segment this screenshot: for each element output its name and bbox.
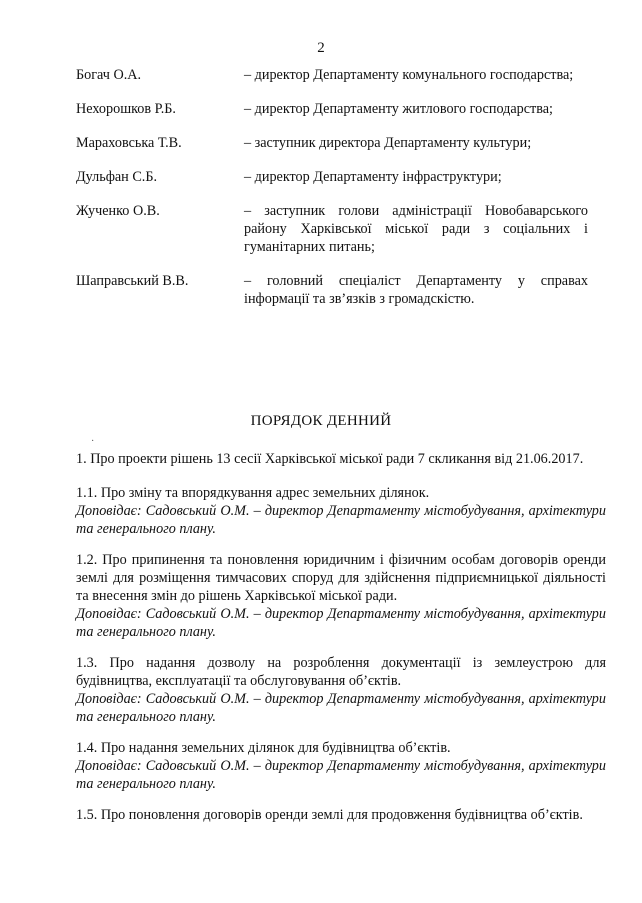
attendee-row: [76, 100, 588, 118]
attendee-name: Дульфан С.Б.: [76, 169, 158, 185]
attendee-name: Мараховська Т.В.: [76, 135, 182, 151]
agenda-subitem: [76, 484, 606, 538]
page-number: 2: [317, 40, 325, 56]
attendee-name: Богач О.А.: [76, 67, 142, 83]
attendee-row: [76, 272, 588, 308]
agenda-title: ПОРЯДОК ДЕННИЙ: [250, 413, 392, 429]
attendee-role: – директор Департаменту житлового господарства;: [244, 101, 553, 117]
attendee-role: – заступник директора Департаменту культури;: [244, 135, 532, 151]
subitem-title: 1.2. Про припинення та поновлення юридичним і фізичним особам договорів оренди землі для розміщення тимчасових споруд для здійснення підприємницької діяльності та внесення змін до рішень Харківської міської ради.: [76, 552, 606, 604]
agenda-subitem: [76, 739, 606, 793]
attendee-name: Шаправський В.В.: [76, 273, 189, 289]
agenda-subitem: [76, 551, 606, 641]
attendee-name: Жученко О.В.: [76, 203, 160, 219]
subitem-title: 1.1. Про зміну та впорядкування адрес земельних ділянок.: [76, 485, 430, 501]
subitem-title: 1.3. Про надання дозволу на розроблення документації із землеустрою для будівництва, експлуатації та обслуговування об’єктів.: [76, 655, 606, 689]
attendee-role: – директор Департаменту комунального господарства;: [244, 67, 574, 83]
attendee-role: – головний спеціаліст Департаменту у справах інформації та зв’язків з громадскістю.: [244, 273, 588, 307]
attendee-row: [76, 168, 588, 186]
subitem-title: 1.5. Про поновлення договорів оренди землі для продовження будівництва об’єктів.: [76, 807, 583, 823]
agenda-list: [76, 450, 606, 837]
attendee-list: [76, 66, 588, 324]
agenda-subitem: [76, 654, 606, 726]
subitem-speaker: Доповідає: Садовський О.М. – директор Департаменту містобудування, архітектури та генерального плану.: [76, 691, 606, 725]
agenda-subitem: [76, 806, 606, 824]
stray-mark: ·: [91, 436, 95, 447]
attendee-name: Нехорошков Р.Б.: [76, 101, 176, 117]
subitem-speaker: Доповідає: Садовський О.М. – директор Департаменту містобудування, архітектури та генерального плану.: [76, 606, 606, 640]
agenda-item-1: 1. Про проекти рішень 13 сесії Харківської міської ради 7 скликання від 21.06.2017.: [76, 451, 584, 467]
attendee-row: [76, 202, 588, 256]
attendee-row: [76, 134, 588, 152]
attendee-role: – директор Департаменту інфраструктури;: [244, 169, 502, 185]
subitem-speaker: Доповідає: Садовський О.М. – директор Департаменту містобудування, архітектури та генерального плану.: [76, 758, 606, 792]
attendee-row: [76, 66, 588, 84]
attendee-role: – заступник голови адміністрації Новобаварського району Харківської міської ради з соціальних і гуманітарних питань;: [244, 203, 588, 255]
subitem-speaker: Доповідає: Садовський О.М. – директор Департаменту містобудування, архітектури та генерального плану.: [76, 503, 606, 537]
subitem-title: 1.4. Про надання земельних ділянок для будівництва об’єктів.: [76, 740, 451, 756]
